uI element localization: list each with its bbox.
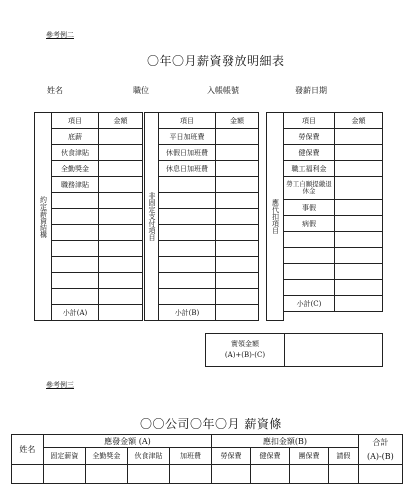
amount-cell[interactable] [216,177,259,193]
slip-value-cell[interactable] [329,465,359,484]
slip-deduct-header: 應扣金額(B) [212,435,359,448]
col-item-header: 項目 [159,113,216,129]
slip-payable-col: 伙食津貼 [127,448,169,465]
amount-cell[interactable] [335,280,383,296]
amount-cell[interactable] [216,161,259,177]
fixed-section-label-box [34,112,52,321]
amount-cell[interactable] [335,161,383,177]
nonfixed-section-label-box [144,112,159,321]
amount-cell[interactable] [99,177,143,193]
amount-cell[interactable] [99,161,143,177]
amount-cell[interactable] [99,289,143,305]
slip-total-label: 合計 [372,437,389,447]
empty-cell[interactable] [159,289,216,305]
deduct-section-label-box [266,112,284,321]
empty-cell[interactable] [52,289,99,305]
empty-cell[interactable] [52,257,99,273]
slip-value-cell[interactable] [85,465,127,484]
amount-cell[interactable] [216,225,259,241]
amount-cell[interactable] [335,264,383,280]
empty-cell[interactable] [52,193,99,209]
slip-deduct-col: 團保費 [290,448,329,465]
empty-cell[interactable] [52,241,99,257]
reference-label-3: 參考例三 [46,381,74,389]
col-amount-header: 金額 [216,113,259,129]
deduct-table [283,112,383,312]
fixed-item: 全勤獎金 [52,161,99,177]
deduct-item: 健保費 [284,145,335,161]
slip-value-cell[interactable] [251,465,290,484]
slip-value-cell[interactable] [170,465,212,484]
slip-value-cell[interactable] [358,465,402,484]
amount-cell[interactable] [216,241,259,257]
amount-cell[interactable] [99,273,143,289]
slip-total-header [358,435,402,465]
nonfixed-section-label: 非固定支付項目 [148,192,156,241]
fixed-item: 底薪 [52,129,99,145]
empty-cell[interactable] [159,209,216,225]
slip-payable-col: 全勤獎金 [85,448,127,465]
net-pay-table [205,333,383,367]
slip-deduct-col: 健保費 [251,448,290,465]
amount-cell[interactable] [99,193,143,209]
slip-value-cell[interactable] [12,465,44,484]
amount-cell[interactable] [216,145,259,161]
nonfixed-subtotal-value[interactable] [216,305,259,321]
empty-cell[interactable] [284,280,335,296]
amount-cell[interactable] [335,216,383,232]
amount-cell[interactable] [99,145,143,161]
deduct-section-label: 應代扣項目 [271,199,280,234]
nonfixed-item: 休息日加班費 [159,161,216,177]
slip-payable-col: 固定薪資 [43,448,85,465]
deduct-item: 病假 [284,216,335,232]
empty-cell[interactable] [159,241,216,257]
amount-cell[interactable] [216,257,259,273]
amount-cell[interactable] [216,273,259,289]
fixed-salary-table [51,112,143,321]
amount-cell[interactable] [216,289,259,305]
slip-value-cell[interactable] [127,465,169,484]
header-position: 職位 [133,86,149,95]
slip-title: 〇〇公司〇年〇月 薪資條 [140,417,282,431]
col-amount-header: 金額 [335,113,383,129]
slip-payable-header: 應發金額 (A) [43,435,211,448]
slip-name-header: 姓名 [12,435,44,465]
empty-cell[interactable] [284,264,335,280]
amount-cell[interactable] [335,232,383,248]
slip-value-cell[interactable] [290,465,329,484]
amount-cell[interactable] [99,257,143,273]
empty-cell[interactable] [52,273,99,289]
deduct-item: 職工福利金 [284,161,335,177]
fixed-subtotal-value[interactable] [99,305,143,321]
amount-cell[interactable] [335,200,383,216]
amount-cell[interactable] [216,209,259,225]
nonfixed-item: 休假日加班費 [159,145,216,161]
col-item-header: 項目 [284,113,335,129]
header-account: 入帳帳號 [207,86,239,95]
reference-label-2: 參考例二 [46,31,74,39]
deduct-subtotal-label: 小計(C) [284,296,335,312]
pay-slip-table [11,434,403,484]
amount-cell[interactable] [335,145,383,161]
deduct-item: 勞工自願提繳退休金 [284,177,335,200]
form-title: 〇年〇月薪資發放明細表 [147,54,285,68]
nonfixed-item: 平日加班費 [159,129,216,145]
fixed-section-label: 約定薪資結構 [39,195,48,238]
net-pay-label-cell [206,334,285,367]
col-amount-header: 金額 [99,113,143,129]
slip-payable-col: 加班費 [170,448,212,465]
empty-cell[interactable] [284,232,335,248]
amount-cell[interactable] [335,129,383,145]
empty-cell[interactable] [159,177,216,193]
amount-cell[interactable] [99,129,143,145]
amount-cell[interactable] [99,209,143,225]
slip-deduct-col: 勞保費 [212,448,251,465]
net-pay-label: 實領金額 [231,339,259,348]
amount-cell[interactable] [335,177,383,200]
fixed-subtotal-label: 小計(A) [52,305,99,321]
deduct-subtotal-value[interactable] [335,296,383,312]
slip-value-cell[interactable] [43,465,85,484]
slip-deduct-col: 請假 [329,448,359,465]
nonfixed-table [158,112,259,321]
empty-cell[interactable] [159,273,216,289]
empty-cell[interactable] [159,257,216,273]
empty-cell[interactable] [52,225,99,241]
deduct-item: 勞保費 [284,129,335,145]
amount-cell[interactable] [99,225,143,241]
empty-cell[interactable] [159,193,216,209]
empty-cell[interactable] [159,225,216,241]
amount-cell[interactable] [99,241,143,257]
slip-total-formula: (A)-(B) [366,451,394,461]
fixed-item: 伙食津貼 [52,145,99,161]
fixed-item: 職務津貼 [52,177,99,193]
empty-cell[interactable] [52,209,99,225]
amount-cell[interactable] [216,193,259,209]
net-pay-value[interactable] [285,334,383,367]
slip-value-cell[interactable] [212,465,251,484]
net-pay-formula: (A)+(B)-(C) [224,351,266,359]
empty-cell[interactable] [284,248,335,264]
amount-cell[interactable] [335,248,383,264]
col-item-header: 項目 [52,113,99,129]
nonfixed-subtotal-label: 小計(B) [159,305,216,321]
header-name: 姓名 [47,86,63,95]
header-pay-date: 發薪日期 [295,86,327,95]
amount-cell[interactable] [216,129,259,145]
deduct-item: 事假 [284,200,335,216]
